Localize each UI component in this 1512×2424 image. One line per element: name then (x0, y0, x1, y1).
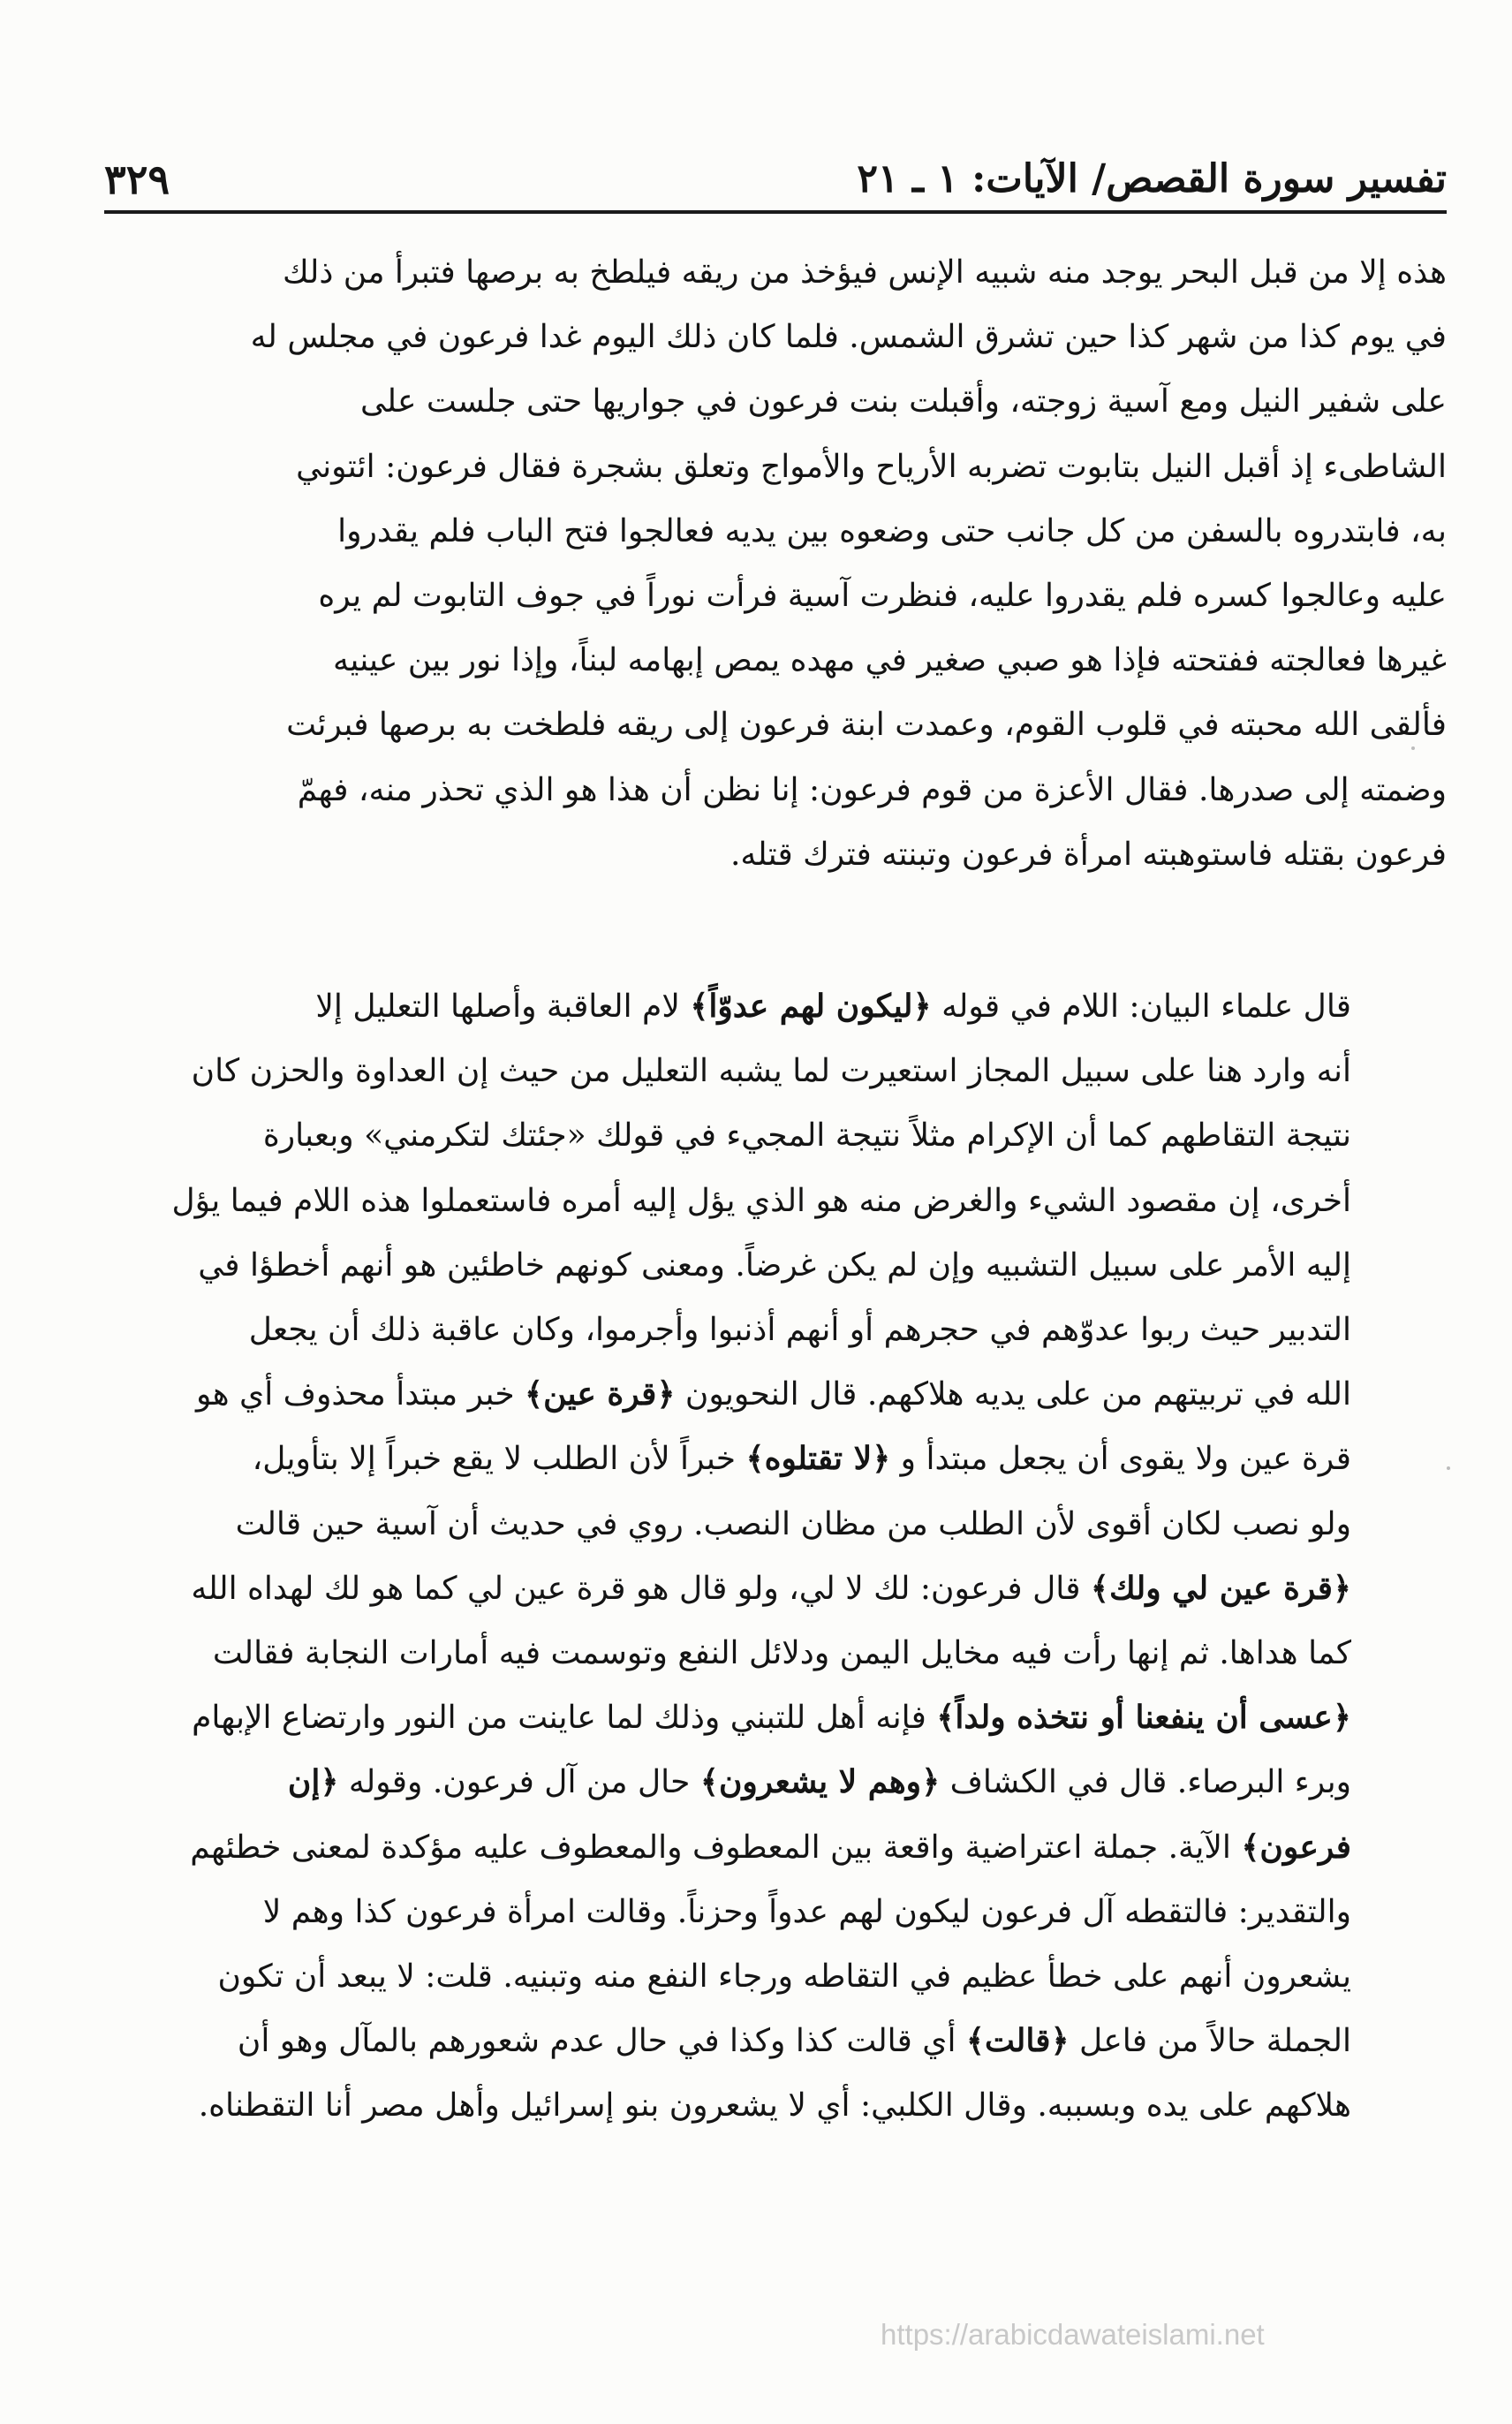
text-line: الشاطىء إذ أقبل النيل بتابوت تضربه الأرياح والأمواج وتعلق بشجرة فقال فرعون: ائتوني (296, 448, 1447, 485)
text-line: عليه وعالجوا كسره فلم يقدروا عليه، فنظرت آسية فرأت نوراً في جوف التابوت لم يره (318, 578, 1447, 615)
text-segment: لام العاقبة وأصلها التعليل إلا (315, 989, 691, 1025)
text-line (104, 1880, 1447, 1944)
text-line: به، فابتدروه بالسفن من كل جانب حتى وضعوه بين يديه فعالجوا فتح الباب فلم يقدروا (337, 512, 1447, 549)
text-line (104, 1427, 1447, 1491)
text-segment: قرة عين ولا يقوى أن يجعل مبتدأ و (890, 1441, 1351, 1478)
quran-quote: ﴿قرة عين﴾ (525, 1375, 676, 1413)
text-segment: فإنه أهل للتبني وذلك لما عاينت من النور وارتضاع الإبهام (192, 1700, 937, 1737)
text-line: في يوم كذا من شهر كذا حين تشرق الشمس. فلما كان ذلك اليوم غدا فرعون في مجلس له (250, 319, 1447, 356)
text-segment: الجملة حالاً من فاعل (1069, 2023, 1351, 2060)
quran-quote: ﴿قالت﴾ (965, 2022, 1070, 2060)
quran-quote: ﴿عسى أن ينفعنا أو نتخذه ولداً﴾ (936, 1699, 1351, 1737)
text-line (104, 2009, 1447, 2073)
quran-quote: ﴿ليكون لهم عدوّاً﴾ (690, 988, 932, 1025)
text-segment: يشعرون أنهم على خطأ عظيم في التقاطه ورجاء النفع منه وتبنيه. قلت: لا يبعد أن تكون (217, 1958, 1351, 1996)
text-line (104, 1103, 1447, 1168)
text-segment: قال فرعون: لك لا لي، ولو قال هو قرة عين لي كما هو لك لهداه الله (191, 1570, 1091, 1607)
text-line (104, 1750, 1447, 1814)
text-line (104, 1944, 1447, 2009)
text-segment: والتقدير: فالتقطه آل فرعون ليكون لهم عدواً وحزناً. وقالت امرأة فرعون كذا وهم لا (262, 1893, 1351, 1930)
quran-quote: ﴿وهم لا يشعرون﴾ (699, 1763, 941, 1801)
watermark-url: https://arabicdawateislami.net (881, 2318, 1265, 2351)
text-segment: الآية. جملة اعتراضية واقعة بين المعطوف والمعطوف عليه مؤكدة لمعنى خطئهم (190, 1829, 1242, 1866)
text-line: على شفير النيل ومع آسية زوجته، وأقبلت بنت فرعون في جواريها حتى جلست على (360, 383, 1447, 420)
text-line (104, 1685, 1447, 1750)
text-line: وضمته إلى صدرها. فقال الأعزة من قوم فرعون: إنا نظن أن هذا هو الذي تحذر منه، فهمّ (297, 771, 1447, 808)
text-segment: نتيجة التقاطهم كما أن الإكرام مثلاً نتيجة المجيء في قولك «جئتك لتكرمني» وبعبارة (262, 1117, 1351, 1155)
text-segment: قال علماء البيان: اللام في قوله (931, 989, 1351, 1025)
text-line (104, 1298, 1447, 1362)
text-line (104, 1039, 1447, 1103)
paragraph-narrative (104, 240, 1447, 887)
text-line (104, 1169, 1447, 1233)
text-line: هذه إلا من قبل البحر يوجد منه شبيه الإنس فيؤخذ من ريقه فيلطخ به برصها فتبرأ من ذلك (283, 254, 1447, 291)
text-line: غيرها فعالجته ففتحته فإذا هو صبي صغير في مهده يمص إبهامه لبناً، وإذا نور بين عينيه (333, 642, 1447, 679)
text-line: فرعون بقتله فاستوهبته امرأة فرعون وتبنته فترك قتله. (730, 836, 1447, 873)
text-line (104, 1557, 1447, 1621)
text-segment: إليه الأمر على سبيل التشبيه وإن لم يكن غرضاً. ومعنى كونهم خاطئين هو أنهم أخطؤا في (198, 1246, 1351, 1284)
quran-quote: ﴿قرة عين لي ولك﴾ (1090, 1569, 1351, 1607)
text-line (104, 1492, 1447, 1557)
text-segment: كما هداها. ثم إنها رأت فيه مخايل اليمن ودلائل النفع وتوسمت فيه أمارات النجابة فقالت (212, 1635, 1351, 1672)
text-segment: هلاكهم على يده وبسببه. وقال الكلبي: أي لا يشعرون بنو إسرائيل وأهل مصر أنا التقطناه. (198, 2087, 1351, 2125)
text-segment: التدبير حيث ربوا عدوّهم في حجرهم أو أنهم أذنبوا وأجرموا، وكان عاقبة ذلك أن يجعل (248, 1312, 1351, 1349)
text-segment: خبر مبتدأ محذوف أي هو (196, 1376, 525, 1413)
text-segment: ولو نصب لكان أقوى لأن الطلب من مظان النصب. روي في حديث أن آسية حين قالت (235, 1505, 1351, 1542)
chapter-title: تفسير سورة القصص/ الآيات: ١ ـ ٢١ (857, 156, 1447, 201)
text-line (104, 1621, 1447, 1685)
text-line (104, 1362, 1447, 1427)
text-line (104, 1815, 1447, 1880)
scan-speck (1411, 746, 1415, 750)
text-segment: خبراً لأن الطلب لا يقع خبراً إلا بتأويل، (252, 1441, 746, 1478)
quran-quote: ﴿إن (287, 1763, 339, 1801)
text-segment: أي قالت كذا وكذا في حال عدم شعورهم بالمآل وهو أن (237, 2023, 966, 2060)
text-line (104, 974, 1447, 1039)
text-segment: الله في تربيتهم من على يديه هلاكهم. قال النحويون (675, 1376, 1351, 1413)
header-rule (104, 210, 1447, 214)
text-segment: حال من آل فرعون. وقوله (338, 1764, 700, 1801)
scan-speck (1447, 1466, 1450, 1470)
text-line (104, 2073, 1447, 2138)
text-line: فألقى الله محبته في قلوب القوم، وعمدت ابنة فرعون إلى ريقه فلطخت به برصها فبرئت (286, 707, 1447, 744)
text-line (104, 1233, 1447, 1298)
text-segment: أخرى، إن مقصود الشيء والغرض منه هو الذي يؤل إليه أمره فاستعملوا هذه اللام فيما يؤل (171, 1182, 1351, 1219)
page-number: ٣٢٩ (104, 155, 170, 203)
quran-quote: فرعون﴾ (1241, 1828, 1351, 1866)
running-header (104, 148, 1447, 210)
text-segment: وبرء البرصاء. قال في الكشاف (940, 1764, 1351, 1801)
text-segment: أنه وارد هنا على سبيل المجاز استعيرت لما يشبه التعليل من حيث إن العداوة والحزن كان (191, 1053, 1351, 1090)
paragraph-commentary (104, 974, 1447, 2139)
quran-quote: ﴿لا تقتلوه﴾ (745, 1440, 891, 1478)
